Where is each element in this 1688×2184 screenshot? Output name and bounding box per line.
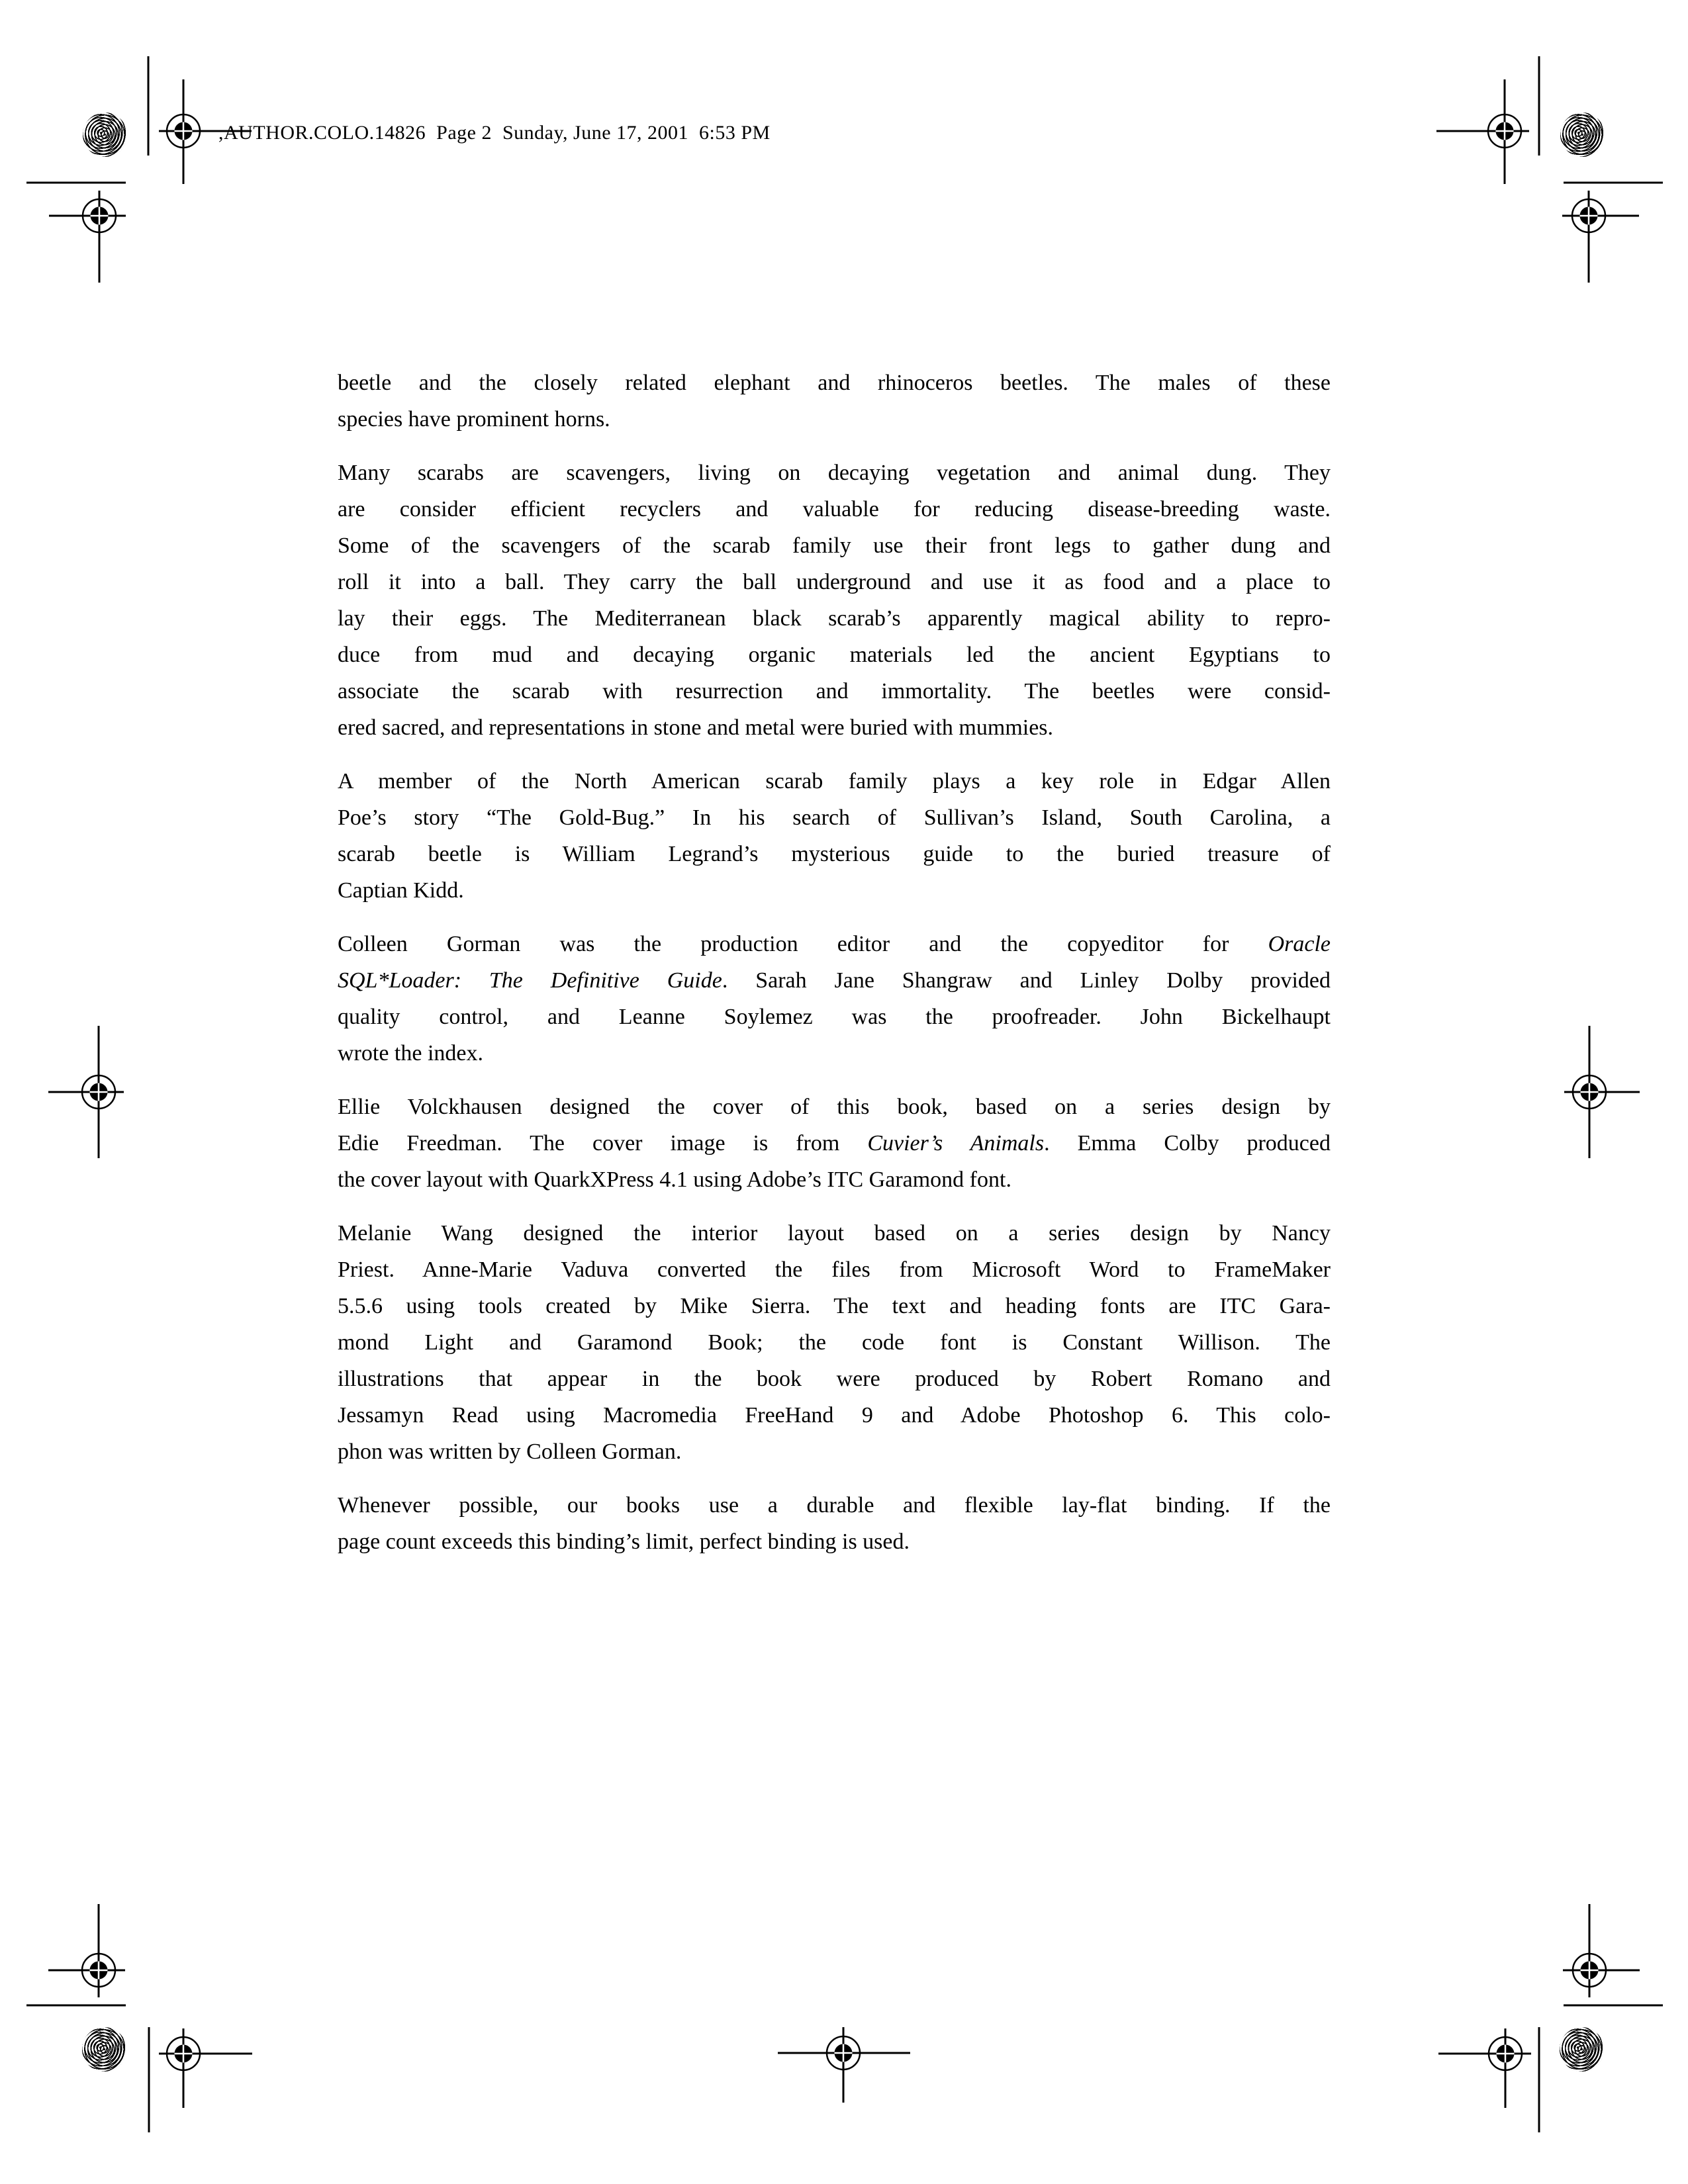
moire-target-icon [1560, 113, 1605, 157]
registration-mark-icon [159, 2028, 252, 2108]
registration-mark-icon [1563, 1904, 1640, 1997]
text-line: 5.5.6 using tools created by Mike Sierra. The text and heading fonts are ITC Gara- [338, 1294, 1331, 1318]
moire-target-icon [1560, 2027, 1604, 2071]
registration-mark-icon [48, 1904, 125, 1997]
text-line: mond Light and Garamond Book; the code font is Constant Willison. The [338, 1330, 1331, 1355]
text-line: Captian Kidd. [338, 878, 464, 903]
paragraph [338, 1089, 1331, 1198]
text-line: Some of the scavengers of the scarab family use their front legs to gather dung and [338, 533, 1331, 558]
registration-mark-icon [1438, 2028, 1531, 2108]
paragraph [338, 763, 1331, 909]
text-line: Ellie Volckhausen designed the cover of this book, based on a series design by [338, 1095, 1331, 1119]
registration-mark-icon [49, 191, 126, 283]
text-line: phon was written by Colleen Gorman. [338, 1439, 682, 1464]
registration-mark-icon [1562, 191, 1639, 283]
text-line: Priest. Anne-Marie Vaduva converted the files from Microsoft Word to FrameMaker [338, 1257, 1331, 1282]
text-line: scarab beetle is William Legrand’s mysterious guide to the buried treasure of [338, 842, 1331, 866]
registration-mark-icon [1436, 79, 1529, 184]
text-line: Edie Freedman. The cover image is from Cuvier’s Animals. Emma Colby produced [338, 1131, 1331, 1156]
text-line: SQL*Loader: The Definitive Guide. Sarah Jane Shangraw and Linley Dolby provided [338, 968, 1331, 993]
registration-mark-icon [48, 1026, 124, 1158]
paragraph [338, 1487, 1331, 1560]
colophon-text [338, 365, 1331, 1577]
text-line: Whenever possible, our books use a durable and flexible lay-flat binding. If the [338, 1493, 1331, 1518]
paragraph [338, 455, 1331, 746]
header-slug: ,AUTHOR.COLO.14826 Page 2 Sunday, June 17, 2001 6:53 PM [218, 122, 771, 144]
text-line: Colleen Gorman was the production editor and the copyeditor for Oracle [338, 932, 1331, 956]
text-line: associate the scarab with resurrection and immortality. The beetles were consid- [338, 679, 1331, 704]
text-line: lay their eggs. The Mediterranean black scarab’s apparently magical ability to repro- [338, 606, 1331, 631]
paragraph [338, 365, 1331, 437]
text-line: quality control, and Leanne Soylemez was the proofreader. John Bickelhaupt [338, 1005, 1331, 1029]
text-line: page count exceeds this binding’s limit, perfect binding is used. [338, 1529, 910, 1554]
text-line: Melanie Wang designed the interior layout based on a series design by Nancy [338, 1221, 1331, 1246]
text-line: Poe’s story “The Gold-Bug.” In his search of Sullivan’s Island, South Carolina, a [338, 805, 1331, 830]
text-line: illustrations that appear in the book were produced by Robert Romano and [338, 1367, 1331, 1391]
moire-target-icon [82, 2027, 126, 2071]
text-line: the cover layout with QuarkXPress 4.1 using Adobe’s ITC Garamond font. [338, 1167, 1011, 1192]
text-line: Many scarabs are scavengers, living on decaying vegetation and animal dung. They [338, 461, 1331, 485]
text-line: beetle and the closely related elephant and rhinoceros beetles. The males of these [338, 371, 1331, 395]
text-line: wrote the index. [338, 1041, 483, 1066]
paragraph [338, 926, 1331, 1071]
text-line: are consider efficient recyclers and valuable for reducing disease-breeding waste. [338, 497, 1331, 522]
text-line: duce from mud and decaying organic materials led the ancient Egyptians to [338, 643, 1331, 667]
text-line: ered sacred, and representations in stone and metal were buried with mummies. [338, 715, 1054, 740]
text-line: species have prominent horns. [338, 407, 610, 432]
registration-mark-icon [1564, 1026, 1640, 1158]
text-line: Jessamyn Read using Macromedia FreeHand 9 and Adobe Photoshop 6. This colo- [338, 1403, 1331, 1428]
paragraph [338, 1215, 1331, 1470]
text-line: roll it into a ball. They carry the ball underground and use it as food and a place to [338, 570, 1331, 594]
registration-mark-icon [778, 2027, 910, 2103]
text-line: A member of the North American scarab family plays a key role in Edgar Allen [338, 769, 1331, 794]
moire-target-icon [83, 113, 127, 157]
